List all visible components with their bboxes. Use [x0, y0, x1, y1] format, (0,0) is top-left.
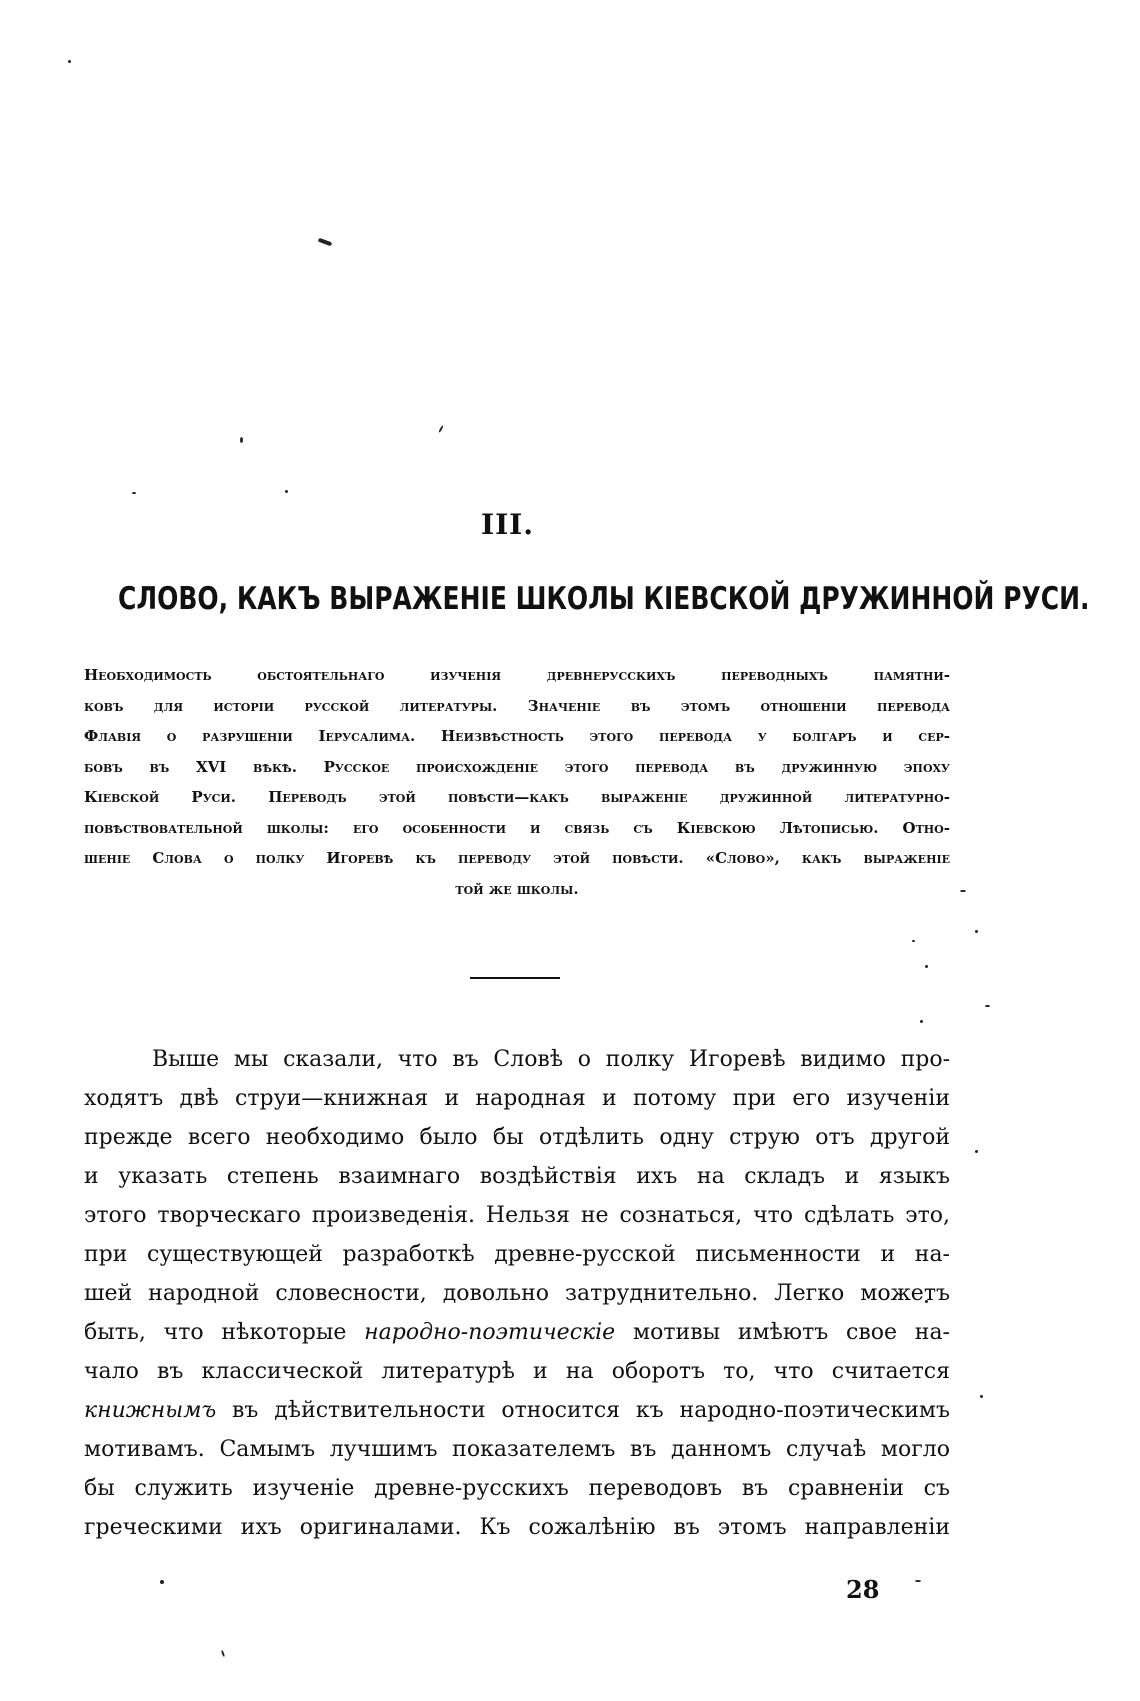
chapter-summary — [84, 660, 950, 904]
body-line: бы служить изученіе древне-русскихъ переводовъ въ сравненіи съ — [84, 1476, 950, 1501]
summary-line: Необходимость обстоятельнаго изученія древнерусскихъ переводныхъ памятни- — [84, 666, 950, 684]
body-line: мотивамъ. Самымъ лучшимъ показателемъ въ данномъ случаѣ могло — [84, 1437, 950, 1462]
body-line: и указать степень взаимнаго воздѣйствія ихъ на складъ и языкъ — [84, 1164, 950, 1189]
summary-line: Кіевской Руси. Переводъ этой повѣсти—какъ выраженіе дружинной литературно- — [84, 788, 950, 806]
scan-speck — [221, 1650, 225, 1657]
scan-speck — [920, 1020, 923, 1023]
scan-speck — [985, 1005, 990, 1007]
body-text-run: быть, что нѣкоторые — [84, 1320, 365, 1345]
body-text-run: мотивы имѣютъ свое на- — [615, 1320, 950, 1345]
italic-term: книжнымъ — [84, 1398, 217, 1423]
scan-speck — [960, 890, 966, 892]
scan-speck — [68, 60, 71, 63]
summary-line: ковъ для исторіи русской литературы. Значеніе въ этомъ отношеніи перевода — [84, 696, 950, 715]
summary-line: той же школы. — [455, 879, 579, 898]
body-line: греческими ихъ оригиналами. Къ сожалѣнію въ этомъ направленіи — [84, 1515, 950, 1540]
body-line: чало въ классической литературѣ и на оборотъ то, что считается — [84, 1359, 950, 1384]
summary-line: бовъ въ XVI вѣкѣ. Русское происхожденіе этого перевода въ дружинную эпоху — [84, 757, 950, 776]
body-line — [84, 1313, 950, 1352]
body-line: прежде всего необходимо было бы отдѣлить одну струю отъ другой — [84, 1125, 950, 1150]
italic-term: народно-поэтическіе — [364, 1320, 616, 1345]
body-text-run: въ дѣйствительности относится къ народно-поэтическимъ — [216, 1398, 950, 1423]
body-line: при существующей разработкѣ древне-русской письменности и на- — [84, 1242, 950, 1267]
body-line: шей народной словесности, довольно затруднительно. Легко можетъ — [84, 1281, 950, 1306]
scan-speck — [925, 965, 928, 968]
scan-speck — [975, 930, 978, 933]
section-divider — [470, 977, 560, 979]
scan-speck — [160, 1580, 164, 1584]
body-paragraph — [84, 1040, 950, 1547]
scan-speck — [980, 1395, 983, 1398]
scan-speck — [132, 492, 136, 494]
summary-line: шеніе Слова о полку Игоревѣ къ переводу этой повѣсти. «Слово», какъ выраженіе — [84, 849, 950, 867]
page-number: 28 — [846, 1575, 880, 1604]
scan-speck — [318, 238, 333, 247]
chapter-title: СЛОВО, КАКЪ ВЫРАЖЕНІЕ ШКОЛЫ КІЕВСКОЙ ДРУЖИННОЙ РУСИ. — [118, 580, 1090, 617]
body-line: этого творческаго произведенія. Нельзя не сознаться, что сдѣлать это, — [84, 1203, 950, 1228]
summary-line: Флавія о разрушеніи Іерусалима. Неизвѣстность этого перевода у болгаръ и сер- — [84, 727, 950, 745]
body-line — [84, 1391, 950, 1430]
chapter-number: III. — [480, 508, 535, 541]
scan-speck — [240, 437, 243, 443]
scan-speck — [915, 1580, 921, 1582]
scan-speck — [912, 940, 915, 942]
scan-speck — [438, 425, 444, 433]
body-line: ходятъ двѣ струи—книжная и народная и потому при его изученіи — [84, 1086, 950, 1111]
summary-line: повѣствовательной школы: его особенности и связь съ Кіевскою Лѣтописью. Отно- — [84, 818, 950, 837]
scan-speck — [975, 1150, 978, 1153]
body-line: Выше мы сказали, что въ Словѣ о полку Игоревѣ видимо про- — [152, 1047, 950, 1072]
scan-speck — [285, 490, 288, 493]
